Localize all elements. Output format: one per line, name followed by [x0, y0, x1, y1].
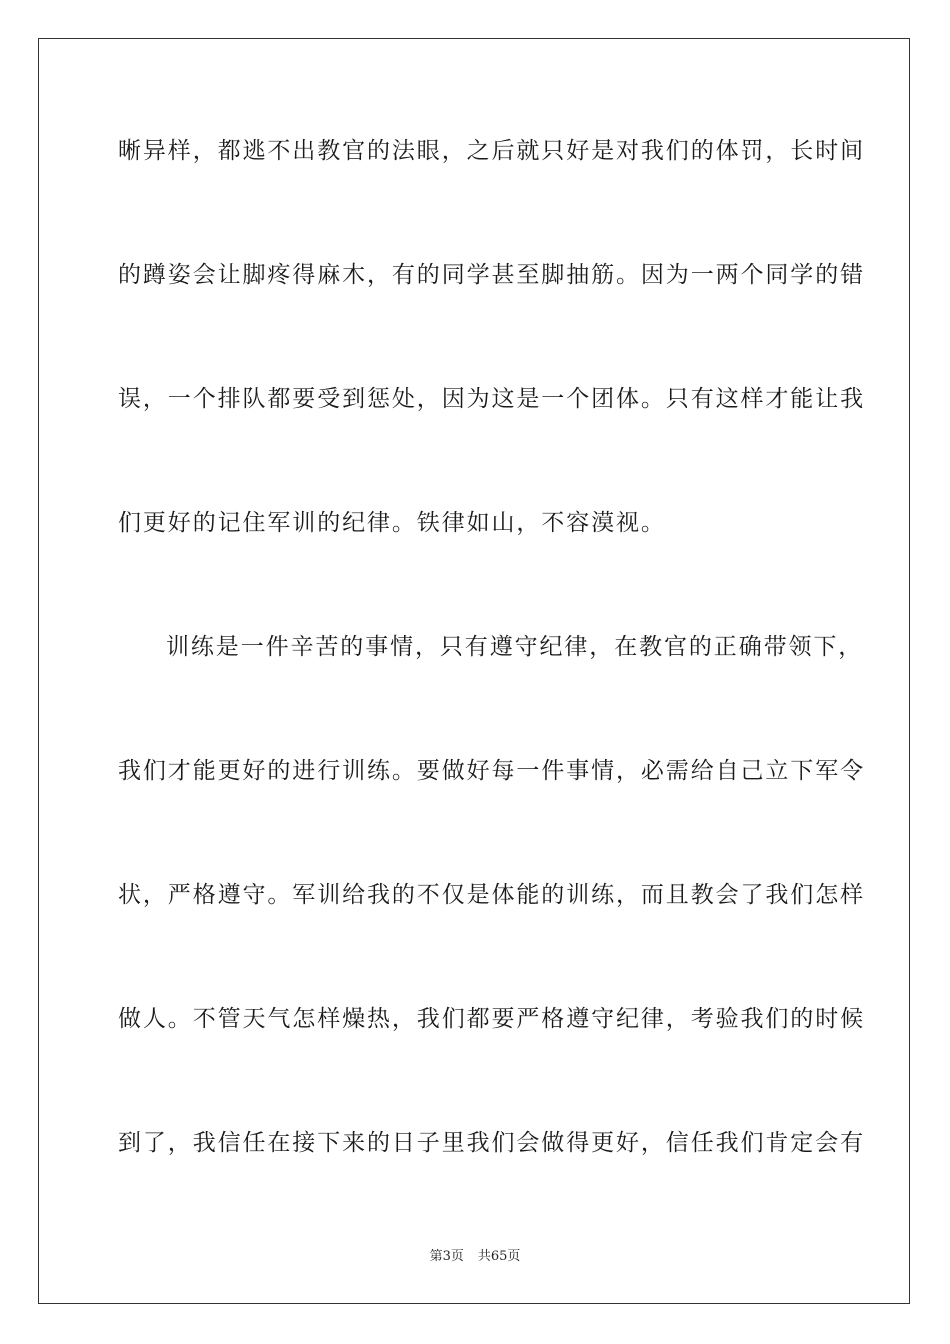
body-line-6: 我们才能更好的进行训练。要做好每一件事情，必需给自己立下军令: [118, 758, 865, 784]
page-border: [38, 38, 910, 1304]
body-line-7: 状，严格遵守。军训给我的不仅是体能的训练，而且教会了我们怎样: [118, 882, 865, 908]
body-line-5: 训练是一件辛苦的事情，只有遵守纪律，在教官的正确带领下，: [166, 634, 864, 660]
body-line-3: 误，一个排队都要受到惩处，因为这是一个团体。只有这样才能让我: [118, 386, 865, 412]
body-line-4: 们更好的记住军训的纪律。铁律如山，不容漠视。: [118, 510, 666, 536]
body-line-9: 到了，我信任在接下来的日子里我们会做得更好，信任我们肯定会有: [118, 1130, 865, 1156]
page-footer: [0, 1248, 950, 1266]
body-line-1: 晰异样，都逃不出教官的法眼，之后就只好是对我们的体罚，长时间: [118, 138, 865, 164]
page-number: 第3页: [429, 1249, 464, 1264]
body-line-2: 的蹲姿会让脚疼得麻木，有的同学甚至脚抽筋。因为一两个同学的错: [118, 262, 865, 288]
page-total: 共65页: [477, 1249, 521, 1264]
body-line-8: 做人。不管天气怎样燥热，我们都要严格遵守纪律，考验我们的时候: [118, 1006, 865, 1032]
